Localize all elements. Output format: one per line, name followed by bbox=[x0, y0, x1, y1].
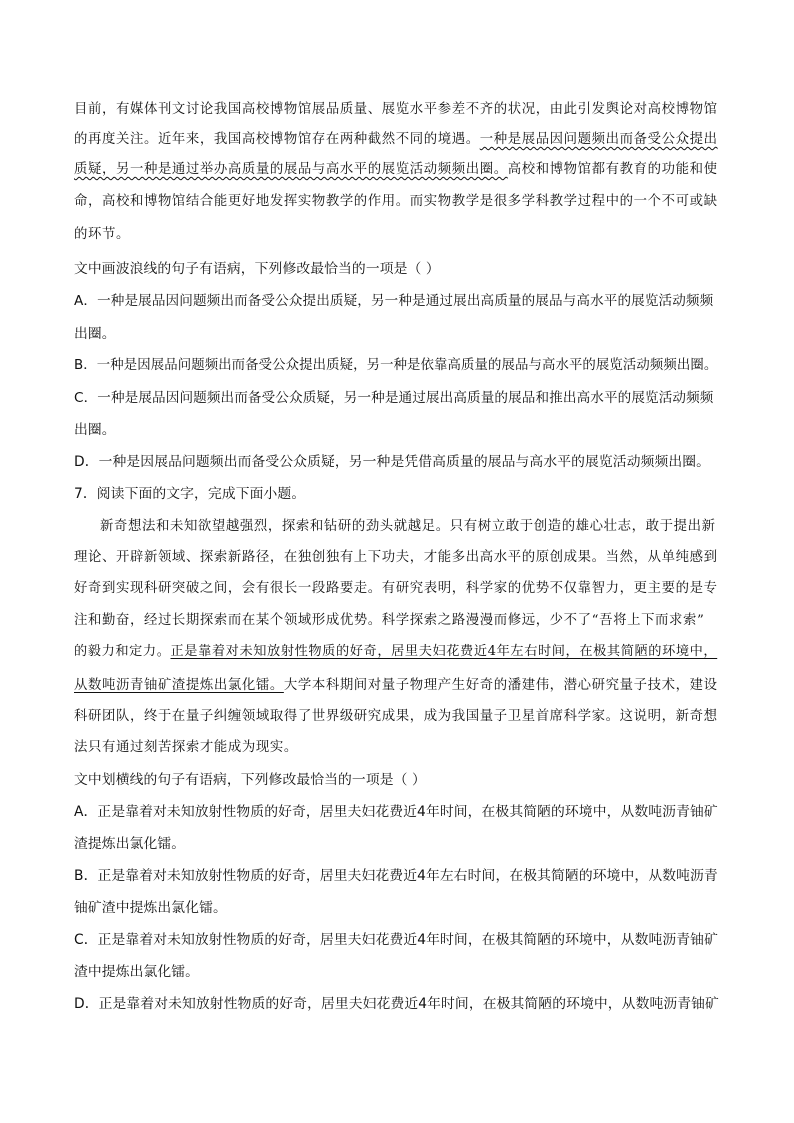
wavy-underlined-sentence: 质疑，另一种是通过举办高质量的展品与高水平的展览活动频频出圈。 bbox=[74, 162, 508, 177]
passage2-line: 注和勤奋，经过长期探索而在某个领域形成优势。科学探索之路漫漫而修远，少不了“吾将上下而求索” bbox=[74, 613, 705, 628]
passage2-text: 的毅力和定力。 bbox=[74, 644, 171, 659]
option-a-cont[interactable]: 渣提炼出氯化镭。 bbox=[74, 836, 186, 852]
option-c-cont[interactable]: 出圈。 bbox=[74, 422, 116, 438]
passage2-line: 理论、开辟新领域、探索新路径，在独创独有上下功夫，才能多出高水平的原创成果。当然，从单纯感到 bbox=[74, 550, 718, 565]
passage1-line: 目前，有媒体刊文讨论我国高校博物馆展品质量、展览水平参差不齐的状况，由此引发舆论对高校博物馆 bbox=[74, 102, 718, 117]
option-a[interactable]: A．一种是展品因问题频出而备受公众提出质疑，另一种是通过展出高质量的展品与高水平的展览活动频频 bbox=[74, 293, 714, 309]
passage2-line bbox=[74, 643, 717, 661]
passage1-line bbox=[74, 131, 718, 149]
option-b-cont[interactable]: 铀矿渣中提炼出氯化镭。 bbox=[74, 900, 227, 916]
passage2-line bbox=[74, 677, 718, 695]
question-stem: 文中划横线的句子有语病，下列修改最恰当的一项是（ ） bbox=[74, 772, 426, 788]
option-d[interactable]: D．一种是因展品问题频出而备受公众质疑，另一种是凭借高质量的展品与高水平的展览活动频频出圈。 bbox=[74, 454, 711, 470]
passage2-text: 大学本科期间对量子物理产生好奇的潘建伟，潜心研究量子技术，建设 bbox=[283, 678, 718, 693]
option-b[interactable]: B．正是靠着对未知放射性物质的好奇，居里夫妇花费近4年左右时间，在极其简陋的环境中，从数吨沥青 bbox=[74, 868, 718, 884]
underlined-sentence: 正是靠着对未知放射性物质的好奇，居里夫妇花费近4年左右时间，在极其简陋的环境中， bbox=[170, 644, 718, 659]
passage2-line: 好奇到实现科研突破之间，会有很长一段路要走。有研究表明，科学家的优势不仅靠智力，更主要的是专 bbox=[74, 581, 718, 596]
passage1-text: 的再度关注。近年来，我国高校博物馆存在两种截然不同的境遇。 bbox=[74, 132, 480, 147]
option-d[interactable]: D．正是靠着对未知放射性物质的好奇，居里夫妇花费近4年时间，在极其简陋的环境中，从数吨沥青铀矿 bbox=[74, 996, 719, 1012]
option-c[interactable]: C．正是靠着对未知放射性物质的好奇，居里夫妇花费近4年时间，在极其简陋的环境中，从数吨沥青铀矿 bbox=[74, 932, 718, 948]
passage2-line: 新奇想法和未知欲望越强烈，探索和钻研的劲头就越足。只有树立敢于创造的雄心壮志，敢于提出新 bbox=[100, 519, 716, 534]
question-stem: 文中画波浪线的句子有语病，下列修改最恰当的一项是（ ） bbox=[74, 261, 440, 277]
option-c-cont[interactable]: 渣中提炼出氯化镭。 bbox=[74, 964, 200, 980]
option-a-cont[interactable]: 出圈。 bbox=[74, 326, 116, 342]
passage2-line: 法只有通过刻苦探索才能成为现实。 bbox=[74, 740, 298, 755]
wavy-underlined-sentence: 一种是展品因问题频出而备受公众提出 bbox=[479, 132, 718, 147]
passage1-line bbox=[74, 161, 718, 179]
question-heading: 7．阅读下面的文字，完成下面小题。 bbox=[74, 486, 306, 502]
passage1-text: 高校和博物馆都有教育的功能和使 bbox=[507, 162, 718, 177]
underlined-sentence: 从数吨沥青铀矿渣提炼出氯化镭。 bbox=[74, 678, 284, 693]
passage2-line: 科研团队，终于在量子纠缠领域取得了世界级研究成果，成为我国量子卫星首席科学家。这说明，新奇想 bbox=[74, 709, 718, 724]
passage1-line: 命，高校和博物馆结合能更好地发挥实物教学的作用。而实物教学是很多学科教学过程中的一个不可或缺 bbox=[74, 194, 718, 209]
option-c[interactable]: C．一种是展品因问题频出而备受公众质疑，另一种是通过展出高质量的展品和推出高水平的展览活动频频 bbox=[74, 390, 714, 406]
option-a[interactable]: A．正是靠着对未知放射性物质的好奇，居里夫妇花费近4年时间，在极其简陋的环境中，从数吨沥青铀矿 bbox=[74, 804, 718, 820]
option-b[interactable]: B．一种是因展品问题频出而备受公众提出质疑，另一种是依靠高质量的展品与高水平的展览活动频频出圈。 bbox=[74, 358, 718, 373]
passage1-line: 的环节。 bbox=[74, 227, 130, 242]
